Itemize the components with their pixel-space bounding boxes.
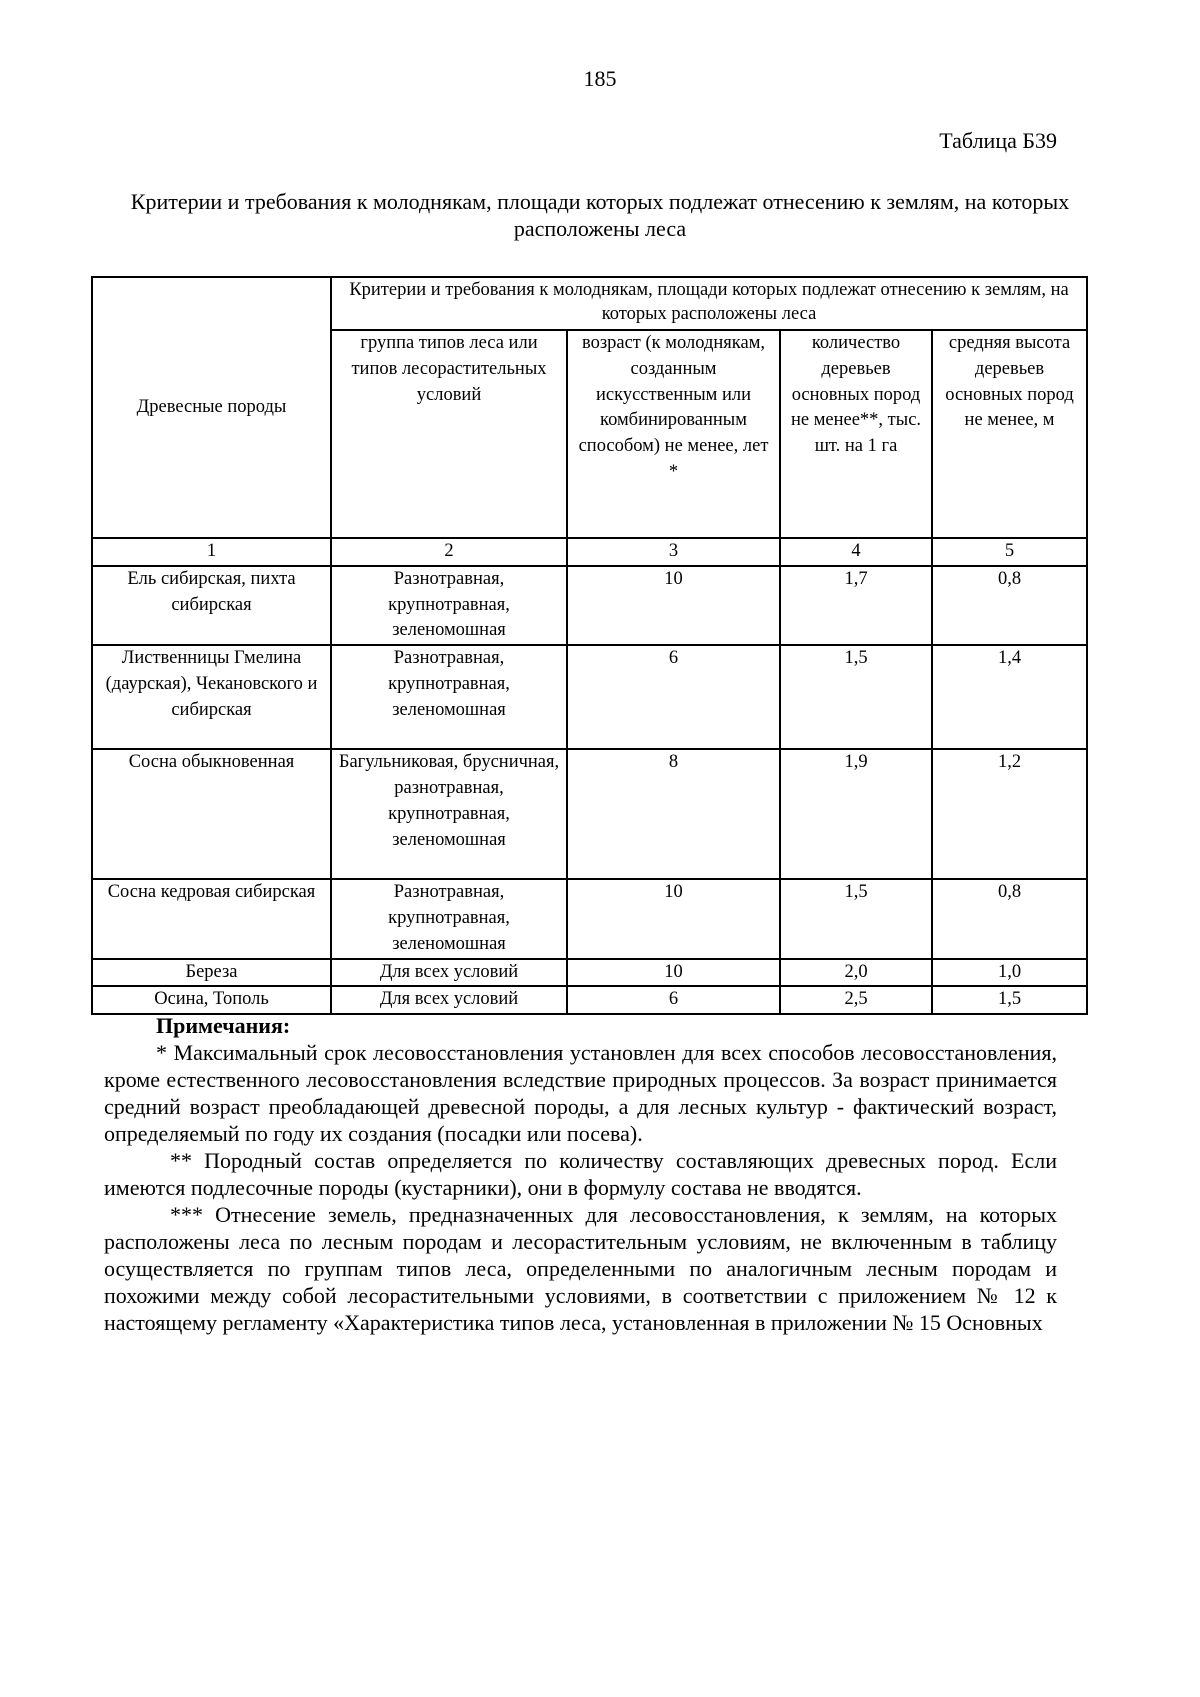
criteria-table [91,276,1088,1015]
cell-species: Береза [92,959,331,987]
cell-species: Сосна кедровая сибирская [92,879,331,958]
header-forest-type: группа типов леса или типов лесорастительных условий [331,330,567,538]
cell-count: 1,7 [780,566,932,645]
table-row [92,959,1087,987]
table-row [92,566,1087,645]
cell-height: 1,0 [932,959,1087,987]
header-species: Древесные породы [92,277,331,538]
table-row [92,986,1087,1014]
note-item: *** Отнесение земель, предназначенных для лесовосстановления, к землям, на которых расположены леса по лесным породам и лесорастительным условиям, не включенным в таблицу осуществляется по группам типов леса, определенными по аналогичным лесным породам и похожими между собой лесорастительными условиями, в соответствии с приложением № 12 к настоящему регламенту «Характеристика типов леса, установленная в приложении № 15 Основных [104,1202,1057,1335]
table-row [92,749,1087,879]
note-item: * Максимальный срок лесовосстановления установлен для всех способов лесовосстановления, кроме естественного лесовосстановления вследствие природных процессов. За возраст принимается средний возраст преобладающей древесной породы, а для лесных культур - фактический возраст, определяемый по году их создания (посадки или посева). [104,1040,1057,1146]
cell-height: 1,4 [932,645,1087,749]
notes-title: Примечания: [156,1013,291,1038]
cell-forest-type: Багульниковая, брусничная, разнотравная, крупнотравная, зеленомошная [331,749,567,879]
cell-species: Осина, Тополь [92,986,331,1014]
header-row-group [92,277,1087,330]
cell-age: 8 [567,749,780,879]
table-row [92,879,1087,958]
cell-count: 1,5 [780,645,932,749]
col-number: 3 [567,538,780,566]
cell-height: 1,5 [932,986,1087,1014]
header-group: Критерии и требования к молоднякам, площади которых подлежат отнесению к землям, на которых расположены леса [331,277,1087,330]
cell-count: 2,0 [780,959,932,987]
cell-forest-type: Для всех условий [331,959,567,987]
page-number: 185 [583,66,617,91]
cell-forest-type: Разнотравная, крупнотравная, зеленомошная [331,566,567,645]
cell-species: Сосна обыкновенная [92,749,331,879]
document-title: Критерии и требования к молоднякам, площади которых подлежат отнесению к землям, на которых расположены леса [130,189,1070,241]
header-age: возраст (к молоднякам, созданным искусственным или комбинированным способом) не менее, лет * [567,330,780,538]
col-number: 1 [92,538,331,566]
cell-age: 10 [567,566,780,645]
cell-height: 0,8 [932,879,1087,958]
col-number: 5 [932,538,1087,566]
cell-species: Ель сибирская, пихта сибирская [92,566,331,645]
cell-age: 10 [567,959,780,987]
col-number: 2 [331,538,567,566]
table-label: Таблица Б39 [939,128,1057,153]
cell-forest-type: Разнотравная, крупнотравная, зеленомошная [331,645,567,749]
cell-height: 0,8 [932,566,1087,645]
header-height: средняя высота деревьев основных пород не менее, м [932,330,1087,538]
header-count: количество деревьев основных пород не менее**, тыс. шт. на 1 га [780,330,932,538]
col-number: 4 [780,538,932,566]
cell-height: 1,2 [932,749,1087,879]
cell-count: 1,9 [780,749,932,879]
notes-section [104,1012,1057,1336]
cell-age: 6 [567,645,780,749]
header-row-numbers [92,538,1087,566]
cell-age: 10 [567,879,780,958]
cell-count: 1,5 [780,879,932,958]
cell-forest-type: Разнотравная, крупнотравная, зеленомошная [331,879,567,958]
cell-age: 6 [567,986,780,1014]
cell-species: Лиственницы Гмелина (даурская), Чекановского и сибирская [92,645,331,749]
cell-count: 2,5 [780,986,932,1014]
note-item: ** Породный состав определяется по количеству составляющих древесных пород. Если имеются подлесочные породы (кустарники), они в формулу состава не вводятся. [104,1148,1057,1200]
cell-forest-type: Для всех условий [331,986,567,1014]
table-row [92,645,1087,749]
